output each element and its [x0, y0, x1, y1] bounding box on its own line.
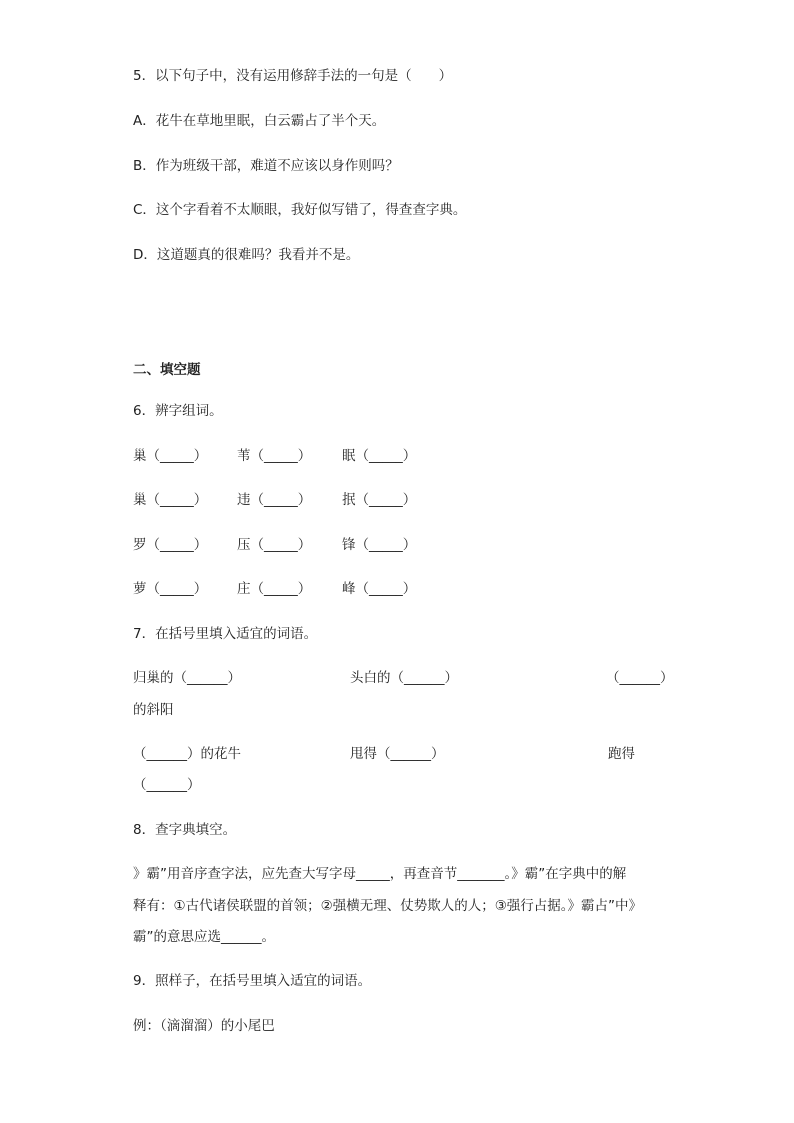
- q5-stem: 5．以下句子中，没有运用修辞手法的一句是（ ）: [133, 68, 453, 84]
- q6-item: 抿（_____）: [342, 492, 417, 508]
- q7-blank: 甩得（______）: [350, 746, 445, 762]
- q7-wrap: 的斜阳: [133, 702, 174, 718]
- q8-text-line: 释有：①古代诸侯联盟的首领；②强横无理、仗势欺人的人；③强行占据。》霸占”中》: [133, 898, 643, 914]
- q7-blank: （______）的花牛: [133, 746, 241, 762]
- q5-option-a: A．花牛在草地里眠，白云霸占了半个天。: [133, 113, 386, 129]
- q5-option-c: C．这个字看着不太顺眼，我好似写错了，得查查字典。: [133, 202, 467, 218]
- q8-text-line: 》霸”用音序查字法，应先查大写字母_____，再查音节_______。》霸”在字典中的解: [133, 866, 627, 882]
- q8-text-line: 霸”的意思应选______。: [133, 929, 275, 945]
- q5-option-b: B．作为班级干部，难道不应该以身作则吗？: [133, 158, 399, 174]
- q6-item: 压（_____）: [237, 537, 312, 553]
- q7-blank: 归巢的（______）: [133, 670, 241, 686]
- q7-wrap: （______）: [133, 777, 201, 793]
- q6-item: 锋（_____）: [342, 537, 417, 553]
- q7-blank: （______）: [606, 670, 674, 686]
- q9-example: 例：（滴溜溜）的小尾巴: [133, 1018, 275, 1034]
- section-title: 二、填空题: [133, 362, 201, 378]
- q6-item: 庄（_____）: [237, 581, 312, 597]
- q6-item: 罗（_____）: [133, 537, 208, 553]
- q6-item: 巢（_____）: [133, 448, 208, 464]
- q6-item: 违（_____）: [237, 492, 312, 508]
- q5-option-d: D．这道题真的很难吗？我看并不是。: [133, 247, 360, 263]
- q7-blank: 跑得: [608, 746, 635, 762]
- q7-blank: 头白的（______）: [350, 670, 458, 686]
- q6-item: 眠（_____）: [342, 448, 417, 464]
- q6-item: 峰（_____）: [342, 581, 417, 597]
- q9-stem: 9．照样子，在括号里填入适宜的词语。: [133, 973, 372, 989]
- q6-item: 巢（_____）: [133, 492, 208, 508]
- q8-stem: 8．查字典填空。: [133, 822, 237, 838]
- q6-stem: 6．辨字组词。: [133, 403, 223, 419]
- q6-item: 苇（_____）: [237, 448, 312, 464]
- q7-stem: 7．在括号里填入适宜的词语。: [133, 626, 318, 642]
- q6-item: 萝（_____）: [133, 581, 208, 597]
